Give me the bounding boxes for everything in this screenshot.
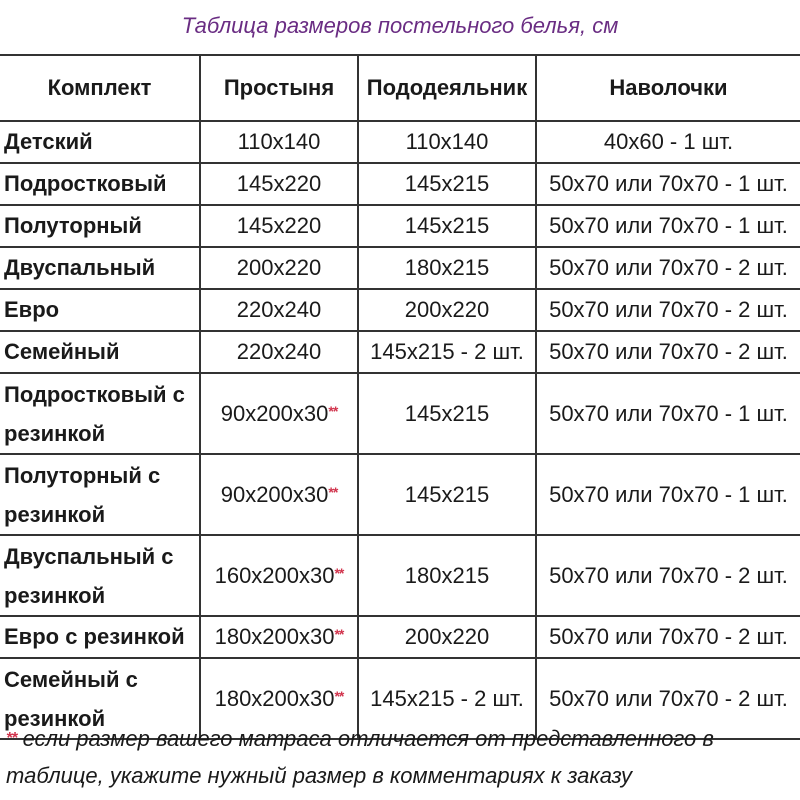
size-table [0, 54, 800, 740]
cell-duvet-cover: 200x220 [358, 616, 536, 658]
footnote [6, 720, 796, 794]
cell-sheet [200, 535, 358, 616]
cell-duvet-cover: 145x215 [358, 373, 536, 454]
sheet-size: 90x200x30 [220, 400, 329, 426]
column-header-duvet-cover: Пододеяльник [358, 55, 536, 121]
table-row [0, 373, 800, 454]
cell-set-name: Подростковый с резинкой [0, 373, 200, 454]
table-row [0, 616, 800, 658]
cell-set-name: Двуспальный [0, 247, 200, 289]
table-row [0, 331, 800, 373]
cell-pillowcases: 50x70 или 70x70 - 2 шт. [536, 289, 800, 331]
cell-duvet-cover: 200x220 [358, 289, 536, 331]
cell-pillowcases: 50x70 или 70x70 - 2 шт. [536, 331, 800, 373]
cell-pillowcases: 50x70 или 70x70 - 1 шт. [536, 163, 800, 205]
cell-pillowcases: 50x70 или 70x70 - 1 шт. [536, 205, 800, 247]
column-header-set: Комплект [0, 55, 200, 121]
sheet-size: 180x200x30 [214, 624, 335, 649]
cell-pillowcases: 50x70 или 70x70 - 2 шт. [536, 658, 800, 739]
cell-pillowcases: 50x70 или 70x70 - 2 шт. [536, 535, 800, 616]
sheet-size: 145x220 [236, 213, 322, 238]
table-body [0, 121, 800, 739]
footnote-text: если размер вашего матраса отличается от представленного в таблице, укажите нужный размер в комментариях к заказу [6, 726, 714, 788]
column-header-sheet: Простыня [200, 55, 358, 121]
table-row [0, 535, 800, 616]
cell-sheet [200, 373, 358, 454]
cell-set-name: Двуспальный с резинкой [0, 535, 200, 616]
footnote-mark: ** [334, 626, 344, 642]
cell-sheet [200, 289, 358, 331]
cell-sheet [200, 163, 358, 205]
cell-duvet-cover: 145x215 - 2 шт. [358, 658, 536, 739]
cell-pillowcases: 50x70 или 70x70 - 1 шт. [536, 373, 800, 454]
cell-set-name: Семейный с резинкой [0, 658, 200, 739]
cell-sheet [200, 331, 358, 373]
cell-set-name: Полуторный с резинкой [0, 454, 200, 535]
cell-sheet [200, 205, 358, 247]
sheet-size: 90x200x30 [220, 481, 329, 507]
footnote-mark: ** [328, 483, 338, 500]
footnote-mark: ** [334, 564, 344, 581]
cell-set-name: Евро с резинкой [0, 616, 200, 658]
cell-duvet-cover: 145x215 [358, 163, 536, 205]
cell-pillowcases: 50x70 или 70x70 - 2 шт. [536, 247, 800, 289]
table-row [0, 247, 800, 289]
cell-set-name: Подростковый [0, 163, 200, 205]
cell-duvet-cover: 110x140 [358, 121, 536, 163]
sheet-size: 110x140 [237, 129, 321, 154]
cell-pillowcases: 50x70 или 70x70 - 2 шт. [536, 616, 800, 658]
cell-set-name: Евро [0, 289, 200, 331]
cell-set-name: Семейный [0, 331, 200, 373]
table-row [0, 289, 800, 331]
table-header-row [0, 55, 800, 121]
sheet-size: 180x200x30 [214, 685, 335, 711]
table-row [0, 121, 800, 163]
sheet-size: 220x240 [236, 339, 322, 364]
table-row [0, 205, 800, 247]
page-title: Таблица размеров постельного белья, см [181, 13, 619, 38]
footnote-mark: ** [334, 687, 344, 704]
cell-duvet-cover: 180x215 [358, 535, 536, 616]
cell-sheet [200, 616, 358, 658]
cell-set-name: Детский [0, 121, 200, 163]
sheet-size: 220x240 [236, 297, 322, 322]
cell-pillowcases: 40x60 - 1 шт. [536, 121, 800, 163]
table-row [0, 454, 800, 535]
cell-pillowcases: 50x70 или 70x70 - 1 шт. [536, 454, 800, 535]
column-header-pillowcases: Наволочки [536, 55, 800, 121]
footnote-mark: ** [328, 402, 338, 419]
cell-sheet [200, 454, 358, 535]
cell-set-name: Полуторный [0, 205, 200, 247]
cell-sheet [200, 121, 358, 163]
sheet-size: 160x200x30 [214, 562, 335, 588]
table-row [0, 163, 800, 205]
cell-duvet-cover: 145x215 [358, 205, 536, 247]
footnote-mark: ** [6, 730, 17, 747]
cell-sheet [200, 247, 358, 289]
sheet-size: 200x220 [236, 255, 322, 280]
cell-duvet-cover: 145x215 [358, 454, 536, 535]
cell-duvet-cover: 180x215 [358, 247, 536, 289]
sheet-size: 145x220 [236, 171, 322, 196]
cell-duvet-cover: 145x215 - 2 шт. [358, 331, 536, 373]
